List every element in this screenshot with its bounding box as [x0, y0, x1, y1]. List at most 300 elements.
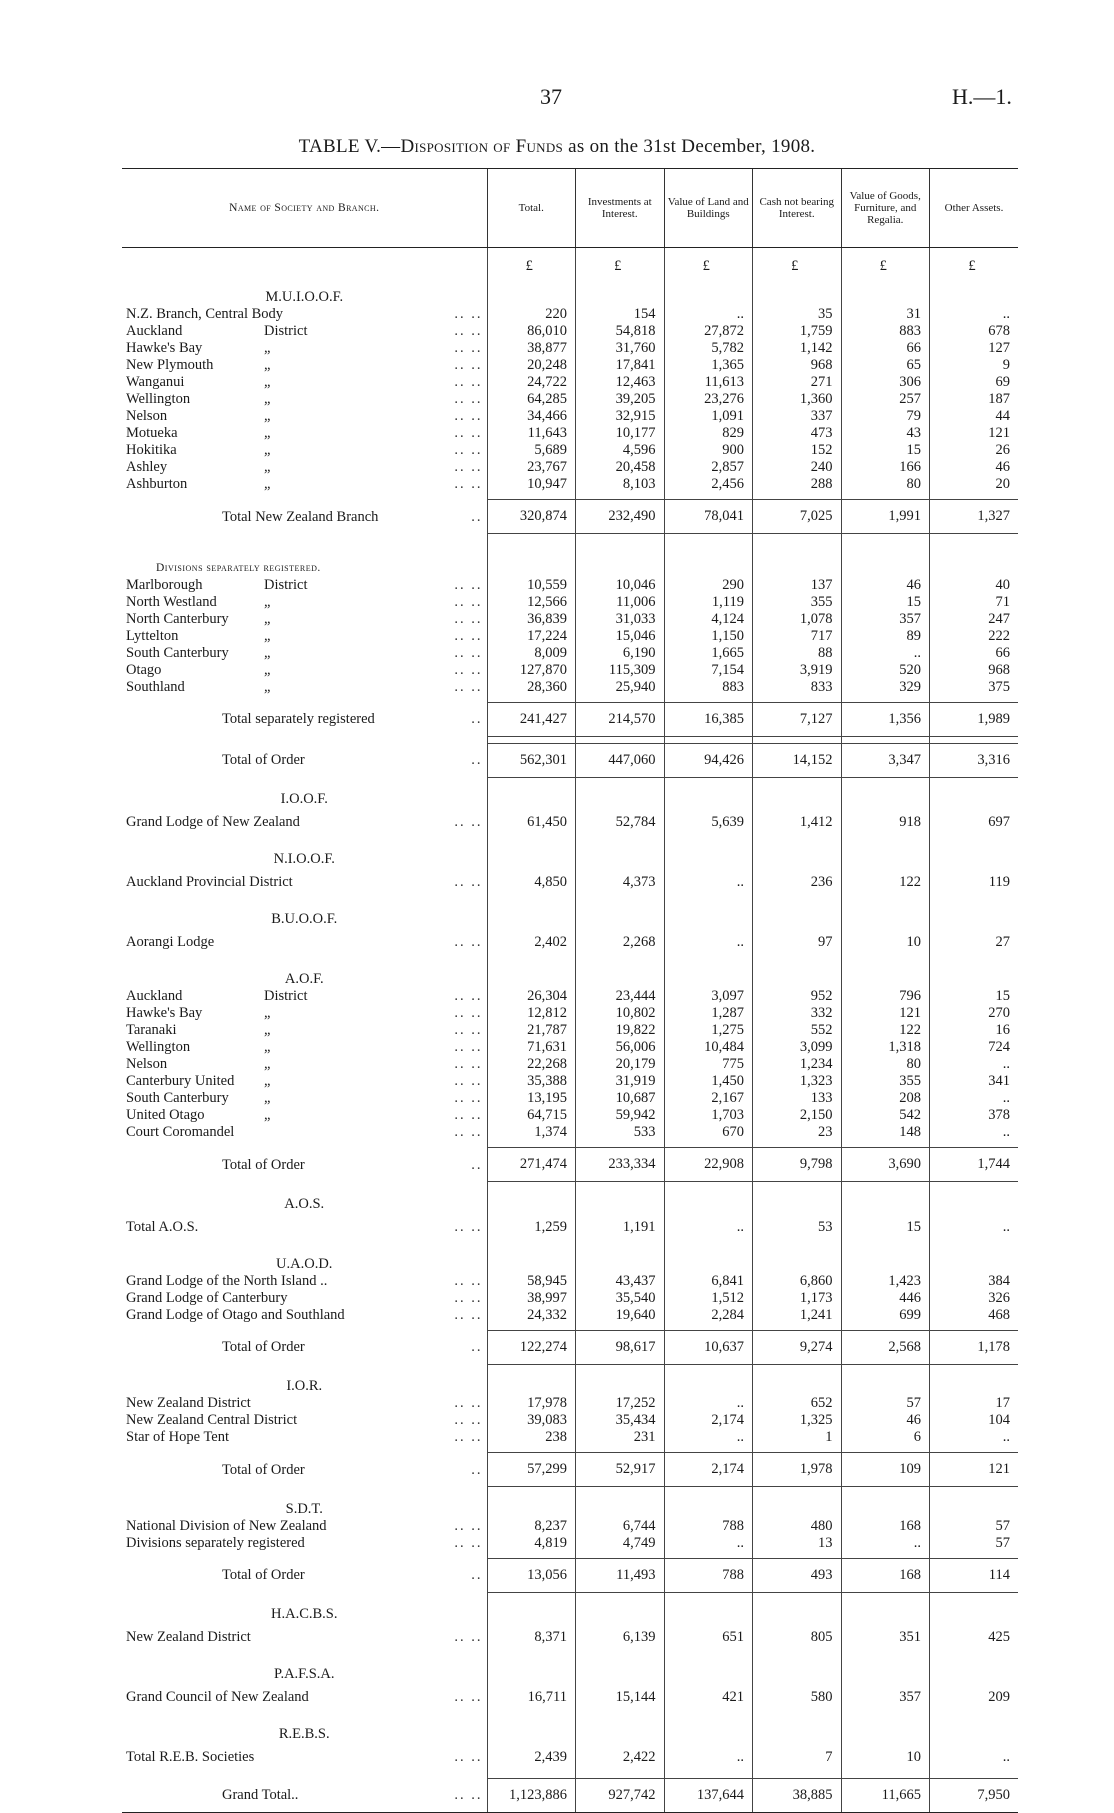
value-cell: 1,512: [664, 1290, 753, 1307]
value-cell: 209: [930, 1683, 1019, 1712]
value-cell: 1,142: [753, 340, 842, 357]
value-cell: ..: [930, 1213, 1019, 1242]
table-row: [122, 476, 1018, 493]
value-cell: 2,167: [664, 1090, 753, 1107]
value-cell: 46: [930, 459, 1019, 476]
header-land: Value of Land and Buildings: [664, 169, 753, 248]
value-cell: 1,323: [753, 1073, 842, 1090]
total-label: Total of Order: [222, 1339, 305, 1355]
section-title: U.A.O.D.: [276, 1255, 333, 1272]
leader-dots: .. ..: [454, 1429, 483, 1445]
value-cell: 3,690: [841, 1148, 930, 1182]
value-cell: 31,033: [576, 611, 665, 628]
value-cell: 137: [753, 577, 842, 594]
leader-dots: .. ..: [454, 442, 483, 458]
value-cell: 341: [930, 1073, 1019, 1090]
leader-dots: ..: [471, 1567, 483, 1583]
row-name: Wellington: [126, 391, 191, 407]
total-row: [122, 1148, 1018, 1182]
value-cell: 378: [930, 1107, 1019, 1124]
leader-dots: .. ..: [454, 1517, 483, 1534]
value-cell: 384: [930, 1273, 1019, 1290]
value-cell: 12,812: [487, 1005, 576, 1022]
value-cell: 121: [930, 1453, 1019, 1487]
row-name: Grand Lodge of Otago and Southland: [126, 1306, 345, 1323]
value-cell: 533: [576, 1124, 665, 1141]
value-cell: 19,640: [576, 1307, 665, 1324]
unit-cell: £: [487, 248, 576, 276]
unit-cell: £: [576, 248, 665, 276]
value-cell: 480: [753, 1518, 842, 1535]
leader-dots: .. ..: [454, 1218, 483, 1235]
value-cell: 11,493: [576, 1558, 665, 1592]
value-cell: ..: [664, 1743, 753, 1772]
value-cell: 2,568: [841, 1330, 930, 1364]
leader-dots: .. ..: [454, 1022, 483, 1038]
value-cell: 4,749: [576, 1535, 665, 1552]
district-label: „: [264, 391, 271, 407]
leader-dots: .. ..: [454, 1749, 483, 1765]
leader-dots: .. ..: [454, 1124, 483, 1140]
district-label: „: [264, 610, 271, 627]
value-cell: 290: [664, 577, 753, 594]
leader-dots: .. ..: [454, 1056, 483, 1072]
value-cell: 468: [930, 1307, 1019, 1324]
value-cell: 16: [930, 1022, 1019, 1039]
value-cell: 7,127: [753, 702, 842, 736]
value-cell: 127,870: [487, 662, 576, 679]
value-cell: 270: [930, 1005, 1019, 1022]
header-name: Name of Society and Branch.: [122, 169, 487, 248]
value-cell: 7,950: [930, 1779, 1019, 1813]
value-cell: 13,195: [487, 1090, 576, 1107]
value-cell: 187: [930, 391, 1019, 408]
value-cell: 552: [753, 1022, 842, 1039]
row-name: Auckland Provincial District: [126, 874, 293, 890]
value-cell: 5,639: [664, 808, 753, 837]
value-cell: 122: [841, 868, 930, 897]
value-cell: 697: [930, 808, 1019, 837]
value-cell: 35,540: [576, 1290, 665, 1307]
value-cell: 2,174: [664, 1453, 753, 1487]
row-name: Nelson: [126, 1056, 168, 1072]
table-row: [122, 1395, 1018, 1412]
row-name: New Zealand District: [126, 1395, 251, 1411]
value-cell: 1,374: [487, 1124, 576, 1141]
value-cell: 9,798: [753, 1148, 842, 1182]
value-cell: 13: [753, 1535, 842, 1552]
header-row: [122, 169, 1018, 248]
value-cell: ..: [664, 306, 753, 323]
value-cell: 2,857: [664, 459, 753, 476]
value-cell: 89: [841, 628, 930, 645]
value-cell: 7,025: [753, 500, 842, 534]
value-cell: 12,566: [487, 594, 576, 611]
total-label: Total of Order: [222, 1461, 305, 1478]
leader-dots: .. ..: [454, 874, 483, 890]
value-cell: 1,259: [487, 1213, 576, 1242]
unit-cell: £: [664, 248, 753, 276]
row-name: Southland: [126, 678, 185, 695]
value-cell: 357: [841, 611, 930, 628]
value-cell: 57: [930, 1518, 1019, 1535]
district-label: „: [264, 1022, 271, 1038]
table-row: [122, 1056, 1018, 1073]
value-cell: 119: [930, 868, 1019, 897]
value-cell: 918: [841, 808, 930, 837]
district-label: „: [264, 357, 271, 373]
value-cell: 10: [841, 1743, 930, 1772]
value-cell: 238: [487, 1429, 576, 1446]
leader-dots: .. ..: [454, 1306, 483, 1323]
header-cash: Cash not bearing Interest.: [753, 169, 842, 248]
row-name: Court Coromandel: [126, 1124, 235, 1140]
value-cell: 1,287: [664, 1005, 753, 1022]
unit-cell: £: [841, 248, 930, 276]
leader-dots: .. ..: [454, 1629, 483, 1645]
value-cell: 3,347: [841, 743, 930, 777]
value-cell: 16,385: [664, 702, 753, 736]
table-row: [122, 306, 1018, 323]
row-name: Nelson: [126, 408, 168, 424]
value-cell: 2,402: [487, 928, 576, 957]
district-label: „: [264, 627, 271, 644]
value-cell: 968: [753, 357, 842, 374]
value-cell: 88: [753, 645, 842, 662]
value-cell: 1,759: [753, 323, 842, 340]
district-label: „: [264, 644, 271, 661]
row-name: Ashburton: [126, 476, 188, 492]
value-cell: 2,268: [576, 928, 665, 957]
value-cell: 31,919: [576, 1073, 665, 1090]
value-cell: 21,787: [487, 1022, 576, 1039]
value-cell: 222: [930, 628, 1019, 645]
section-title: S.D.T.: [285, 1500, 323, 1517]
value-cell: 46: [841, 1412, 930, 1429]
value-cell: 166: [841, 459, 930, 476]
value-cell: 6,744: [576, 1518, 665, 1535]
value-cell: 2,150: [753, 1107, 842, 1124]
value-cell: 247: [930, 611, 1019, 628]
value-cell: 65: [841, 357, 930, 374]
value-cell: ..: [664, 1429, 753, 1446]
value-cell: 10,484: [664, 1039, 753, 1056]
section-title: Divisions separately registered.: [156, 561, 321, 574]
total-row: [122, 743, 1018, 777]
leader-dots: ..: [471, 752, 483, 768]
value-cell: 542: [841, 1107, 930, 1124]
value-cell: 15: [930, 988, 1019, 1005]
leader-dots: .. ..: [454, 1689, 483, 1705]
value-cell: 4,819: [487, 1535, 576, 1552]
value-cell: 66: [930, 645, 1019, 662]
value-cell: 271: [753, 374, 842, 391]
leader-dots: .. ..: [454, 1073, 483, 1089]
value-cell: 64,285: [487, 391, 576, 408]
value-cell: 46: [841, 577, 930, 594]
value-cell: 114: [930, 1558, 1019, 1592]
value-cell: 10,802: [576, 1005, 665, 1022]
value-cell: 1,412: [753, 808, 842, 837]
value-cell: 1,356: [841, 702, 930, 736]
district-label: District: [264, 988, 308, 1004]
value-cell: 32,915: [576, 408, 665, 425]
value-cell: 7: [753, 1743, 842, 1772]
value-cell: 11,665: [841, 1779, 930, 1813]
value-cell: 6,190: [576, 645, 665, 662]
value-cell: 6,139: [576, 1623, 665, 1652]
page-header: [0, 84, 1114, 114]
value-cell: 80: [841, 476, 930, 493]
value-cell: 257: [841, 391, 930, 408]
value-cell: 34,466: [487, 408, 576, 425]
value-cell: 16,711: [487, 1683, 576, 1712]
value-cell: ..: [930, 1429, 1019, 1446]
value-cell: 13,056: [487, 1558, 576, 1592]
value-cell: 473: [753, 425, 842, 442]
funds-table: [122, 168, 1018, 1813]
value-cell: 1,091: [664, 408, 753, 425]
district-label: „: [264, 1107, 271, 1123]
value-cell: 15: [841, 442, 930, 459]
table-row: [122, 868, 1018, 897]
section-title: P.A.F.S.A.: [274, 1666, 335, 1682]
value-cell: 3,316: [930, 743, 1019, 777]
value-cell: 788: [664, 1558, 753, 1592]
table-row: [122, 1743, 1018, 1772]
value-cell: 4,373: [576, 868, 665, 897]
value-cell: 98,617: [576, 1330, 665, 1364]
table-body: [122, 248, 1018, 1813]
value-cell: 493: [753, 1558, 842, 1592]
row-name: South Canterbury: [126, 644, 229, 661]
value-cell: 27: [930, 928, 1019, 957]
leader-dots: .. ..: [454, 593, 483, 610]
value-cell: 11,643: [487, 425, 576, 442]
value-cell: 900: [664, 442, 753, 459]
value-cell: 58,945: [487, 1273, 576, 1290]
value-cell: 1,665: [664, 645, 753, 662]
section-heading-row: [122, 1712, 1018, 1743]
value-cell: 320,874: [487, 500, 576, 534]
table-row: [122, 1022, 1018, 1039]
leader-dots: .. ..: [454, 425, 483, 441]
value-cell: ..: [930, 1743, 1019, 1772]
table-row: [122, 679, 1018, 696]
value-cell: 10: [841, 928, 930, 957]
value-cell: 6,841: [664, 1273, 753, 1290]
value-cell: ..: [841, 1535, 930, 1552]
value-cell: 1,173: [753, 1290, 842, 1307]
district-label: „: [264, 340, 271, 356]
value-cell: 94,426: [664, 743, 753, 777]
value-cell: 24,722: [487, 374, 576, 391]
table-row: [122, 988, 1018, 1005]
value-cell: 1,991: [841, 500, 930, 534]
total-label: Total of Order: [222, 752, 305, 768]
section-heading-row: [122, 777, 1018, 808]
value-cell: 15,046: [576, 628, 665, 645]
row-name: New Zealand District: [126, 1629, 251, 1645]
district-label: „: [264, 678, 271, 695]
leader-dots: .. ..: [454, 678, 483, 695]
table-row: [122, 1623, 1018, 1652]
section-title: R.E.B.S.: [278, 1726, 330, 1742]
section-heading-row: [122, 1487, 1018, 1518]
value-cell: 11,006: [576, 594, 665, 611]
table-row: [122, 1307, 1018, 1324]
value-cell: 52,917: [576, 1453, 665, 1487]
leader-dots: .. ..: [454, 391, 483, 407]
table-row: [122, 1005, 1018, 1022]
leader-dots: .. ..: [454, 1289, 483, 1306]
value-cell: ..: [930, 306, 1019, 323]
unit-row-label: [122, 248, 487, 276]
value-cell: 520: [841, 662, 930, 679]
row-name: Wellington: [126, 1039, 191, 1055]
value-cell: 59,942: [576, 1107, 665, 1124]
value-cell: 15: [841, 1213, 930, 1242]
value-cell: 233,334: [576, 1148, 665, 1182]
section-heading-row: [122, 275, 1018, 306]
value-cell: 1,450: [664, 1073, 753, 1090]
value-cell: 19,822: [576, 1022, 665, 1039]
leader-dots: .. ..: [454, 934, 483, 950]
leader-dots: .. ..: [454, 306, 483, 322]
value-cell: 43,437: [576, 1273, 665, 1290]
leader-dots: .. ..: [454, 627, 483, 644]
value-cell: 2,422: [576, 1743, 665, 1772]
leader-dots: ..: [471, 1461, 483, 1478]
value-cell: 1,178: [930, 1330, 1019, 1364]
value-cell: 35,388: [487, 1073, 576, 1090]
value-cell: 26,304: [487, 988, 576, 1005]
value-cell: ..: [664, 868, 753, 897]
value-cell: 15,144: [576, 1683, 665, 1712]
row-name: N.Z. Branch, Central Body: [126, 306, 284, 322]
value-cell: 375: [930, 679, 1019, 696]
value-cell: 2,439: [487, 1743, 576, 1772]
leader-dots: .. ..: [454, 988, 483, 1004]
value-cell: 1,365: [664, 357, 753, 374]
leader-dots: .. ..: [454, 1039, 483, 1055]
table-row: [122, 357, 1018, 374]
value-cell: 71,631: [487, 1039, 576, 1056]
value-cell: 240: [753, 459, 842, 476]
header-goods: Value of Goods, Furniture, and Regalia.: [841, 169, 930, 248]
table-row: [122, 1124, 1018, 1141]
row-name: Aorangi Lodge: [126, 934, 215, 950]
row-name: Hawke's Bay: [126, 340, 203, 356]
section-heading-row: [122, 897, 1018, 928]
value-cell: 20: [930, 476, 1019, 493]
row-name: North Westland: [126, 593, 217, 610]
row-name: United Otago: [126, 1107, 205, 1123]
value-cell: 15: [841, 594, 930, 611]
row-name: Hawke's Bay: [126, 1005, 203, 1021]
leader-dots: .. ..: [454, 1534, 483, 1551]
value-cell: 57: [841, 1395, 930, 1412]
value-cell: 208: [841, 1090, 930, 1107]
value-cell: ..: [664, 928, 753, 957]
value-cell: 425: [930, 1623, 1019, 1652]
leader-dots: ..: [471, 1156, 483, 1173]
district-label: „: [264, 661, 271, 678]
table-row: [122, 1518, 1018, 1535]
value-cell: ..: [930, 1090, 1019, 1107]
table-row: [122, 1429, 1018, 1446]
value-cell: 6,860: [753, 1273, 842, 1290]
row-name: Otago: [126, 661, 162, 678]
value-cell: 1,360: [753, 391, 842, 408]
value-cell: 355: [841, 1073, 930, 1090]
district-label: „: [264, 476, 271, 492]
total-label: Total New Zealand Branch: [222, 508, 379, 525]
leader-dots: .. ..: [454, 1005, 483, 1021]
section-title: H.A.C.B.S.: [271, 1606, 338, 1622]
value-cell: 7,154: [664, 662, 753, 679]
value-cell: 56,006: [576, 1039, 665, 1056]
value-cell: 12,463: [576, 374, 665, 391]
value-cell: 796: [841, 988, 930, 1005]
value-cell: 670: [664, 1124, 753, 1141]
table-row: [122, 1073, 1018, 1090]
leader-dots: .. ..: [454, 814, 483, 830]
leader-dots: .. ..: [454, 374, 483, 390]
value-cell: 20,248: [487, 357, 576, 374]
value-cell: 122: [841, 1022, 930, 1039]
value-cell: 79: [841, 408, 930, 425]
row-name: Taranaki: [126, 1022, 177, 1038]
table-row: [122, 1683, 1018, 1712]
leader-dots: .. ..: [454, 1787, 483, 1803]
value-cell: 86,010: [487, 323, 576, 340]
value-cell: 20,458: [576, 459, 665, 476]
header-investments: Investments at Interest.: [576, 169, 665, 248]
leader-dots: .. ..: [454, 1107, 483, 1123]
value-cell: 1,327: [930, 500, 1019, 534]
district-label: „: [264, 593, 271, 610]
value-cell: 23,767: [487, 459, 576, 476]
value-cell: 115,309: [576, 662, 665, 679]
value-cell: 214,570: [576, 702, 665, 736]
value-cell: ..: [930, 1124, 1019, 1141]
row-name: Canterbury United: [126, 1073, 235, 1089]
value-cell: 332: [753, 1005, 842, 1022]
section-title: A.O.S.: [284, 1195, 325, 1212]
value-cell: ..: [664, 1535, 753, 1552]
value-cell: 168: [841, 1518, 930, 1535]
value-cell: ..: [664, 1213, 753, 1242]
value-cell: 17,841: [576, 357, 665, 374]
table-row: [122, 408, 1018, 425]
value-cell: 121: [930, 425, 1019, 442]
value-cell: 24,332: [487, 1307, 576, 1324]
leader-dots: .. ..: [454, 610, 483, 627]
value-cell: 39,083: [487, 1412, 576, 1429]
row-name: National Division of New Zealand: [126, 1517, 327, 1534]
value-cell: 3,099: [753, 1039, 842, 1056]
total-row: [122, 500, 1018, 534]
section-title: N.I.O.O.F.: [273, 851, 335, 867]
value-cell: 326: [930, 1290, 1019, 1307]
value-cell: 97: [753, 928, 842, 957]
value-cell: 351: [841, 1623, 930, 1652]
row-name: Star of Hope Tent: [126, 1429, 230, 1445]
total-label: Total of Order: [222, 1567, 305, 1583]
value-cell: 40: [930, 577, 1019, 594]
section-title: I.O.O.F.: [280, 791, 328, 807]
